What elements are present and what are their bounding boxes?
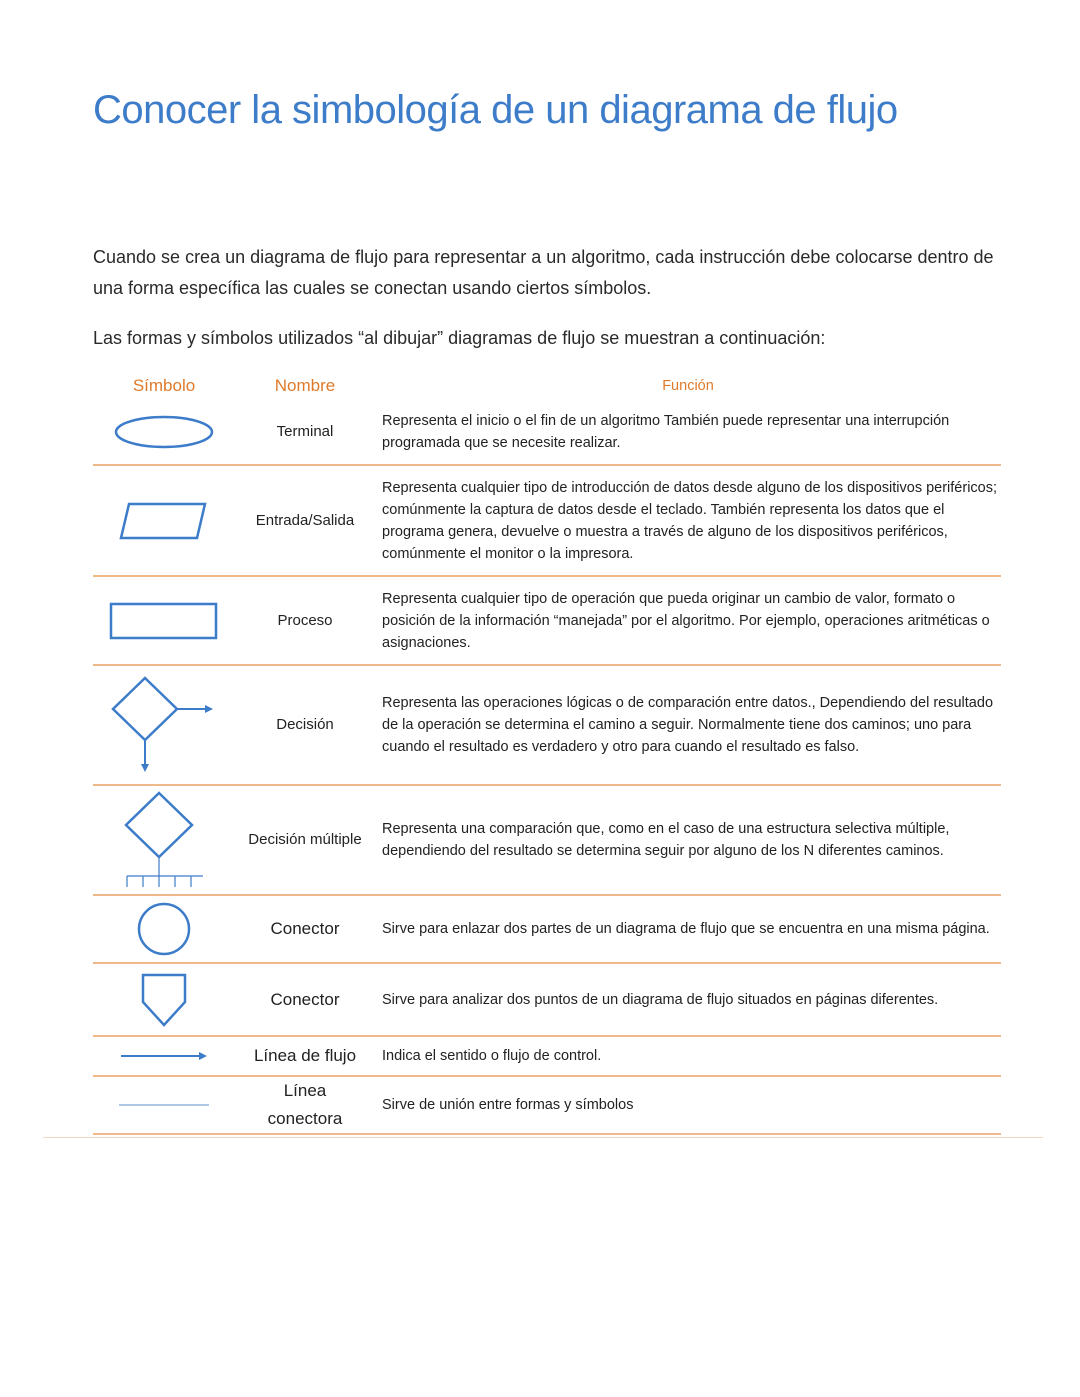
- lead-paragraph: Las formas y símbolos utilizados “al dibujar” diagramas de flujo se muestran a continuación:: [93, 328, 826, 348]
- row-function: Representa el inicio o el fin de un algoritmo También puede representar una interrupción programada que se necesite realizar.: [382, 413, 950, 451]
- header-name: Nombre: [274, 376, 336, 395]
- table-row: [93, 896, 1001, 964]
- table-header: [93, 372, 1001, 400]
- row-function: Sirve de unión entre formas y símbolos: [382, 1097, 634, 1113]
- table-row: [93, 1077, 1001, 1135]
- row-name: Entrada/Salida: [255, 511, 355, 529]
- table-row: [93, 786, 1001, 896]
- table-row: [93, 577, 1001, 666]
- row-function: Sirve para analizar dos puntos de un diagrama de flujo situados en páginas diferentes.: [382, 991, 939, 1008]
- table-row: [93, 1037, 1001, 1077]
- header-symbol: Símbolo: [132, 376, 196, 395]
- row-function: Indica el sentido o flujo de control.: [382, 1048, 602, 1064]
- ellipse-icon: [112, 413, 216, 451]
- row-function: Representa cualquier tipo de operación que pueda originar un cambio de valor, formato o posición de la información “manejada” por el algoritmo. Por ejemplo, operaciones aritméticas o asignaciones.: [382, 590, 990, 651]
- row-function: Representa cualquier tipo de introducción de datos desde alguno de los dispositivos periféricos; comúnmente la captura de datos desde el teclado. También representa los datos que el programa genera, devuelve o muestra a través de alguno de los dispositivos periféricos, comúnmente el monitor o la impresora.: [382, 479, 998, 562]
- rectangle-icon: [109, 602, 219, 640]
- row-name: Línea de flujo: [253, 1046, 357, 1065]
- line-icon: [117, 1102, 211, 1108]
- intro-paragraph: Cuando se crea un diagrama de flujo para representar a un algoritmo, cada instrucción debe colocarse dentro de una forma específica las cuales se conectan usando ciertos símbolos.: [93, 247, 994, 298]
- parallelogram-icon: [119, 501, 209, 541]
- multiple-decision-icon: [119, 790, 209, 890]
- row-name: Terminal: [276, 423, 334, 440]
- row-name: Decisión múltiple: [248, 831, 362, 848]
- row-name: Línea conectora: [267, 1081, 343, 1128]
- circle-connector-icon: [134, 901, 194, 957]
- header-function: Función: [662, 378, 714, 394]
- table-row: [93, 466, 1001, 577]
- row-name: Decisión: [276, 716, 334, 733]
- page-title: Conocer la simbología de un diagrama de flujo: [93, 88, 898, 132]
- row-name: Conector: [270, 919, 340, 938]
- page-divider: [43, 1137, 1043, 1138]
- offpage-connector-icon: [139, 972, 189, 1028]
- decision-diamond-icon: [109, 675, 219, 775]
- table-row: [93, 964, 1001, 1037]
- row-function: Representa una comparación que, como en el caso de una estructura selectiva múltiple, dependiendo del resultado se determina seguir por alguno de los N diferentes caminos.: [382, 821, 950, 859]
- row-name: Proceso: [277, 611, 333, 629]
- symbols-table: [93, 372, 1001, 1135]
- row-function: Representa las operaciones lógicas o de comparación entre datos., Dependiendo del resultado de la operación se determina el camino a seguir. Normalmente tiene dos caminos; uno para cuando el resultado es verdadero y otro para cuando el resultado es falso.: [382, 695, 994, 755]
- row-function: Sirve para enlazar dos partes de un diagrama de flujo que se encuentra en una misma página.: [382, 921, 990, 937]
- arrow-icon: [119, 1049, 209, 1063]
- row-name: Conector: [270, 989, 340, 1009]
- table-row: [93, 666, 1001, 786]
- table-row: [93, 400, 1001, 466]
